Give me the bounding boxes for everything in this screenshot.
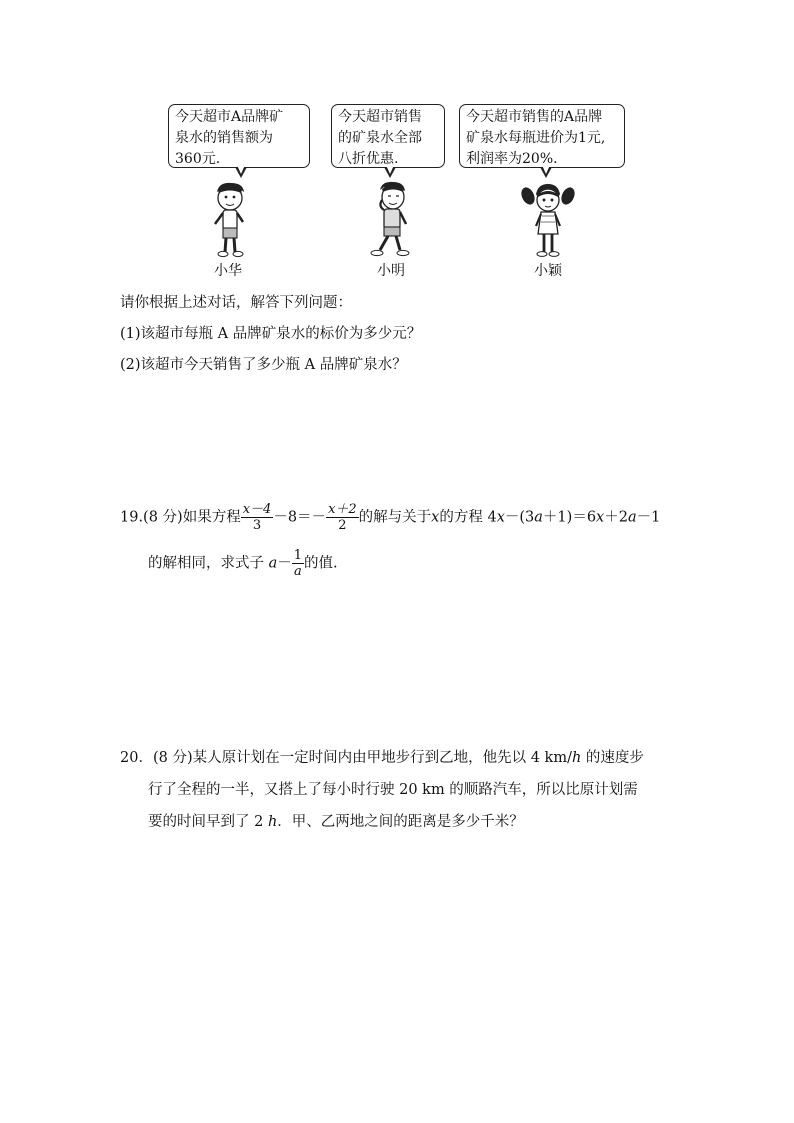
bubble-tail [384,167,396,178]
girl-xiaoying-figure [520,182,576,260]
speech-bubble-xiaoying [459,104,625,168]
bubble-line: 今天超市A品牌矿 [175,109,284,125]
fraction-denominator: 2 [338,518,347,533]
q19-text: －(3 [504,509,535,526]
bubble-line: 今天超市销售 [338,109,422,125]
bubble-tail [235,167,247,178]
fraction-denominator: 3 [252,518,262,533]
variable: h [571,750,582,766]
variable: a [627,509,637,526]
fraction [326,502,359,533]
q18-part1: (1)该超市每瓶 A 品牌矿泉水的标价为多少元？ [120,326,422,342]
bubble-line: 的矿泉水全部 [338,130,422,146]
bubble-tail [540,167,552,178]
fraction-numerator: 1 [293,548,303,563]
q19-line1 [120,502,660,533]
q19-text: 的方程 4 [439,509,497,526]
bubble-line: 泉水的销售额为 [175,130,273,146]
q18-intro: 请你根据上述对话，解答下列问题： [120,295,352,311]
character-name-xiaoying: 小颖 [534,263,562,279]
q20-text: 要的时间早到了 2 [148,814,268,830]
speech-bubble-xiaohua [168,104,310,168]
q19-text: 的值. [304,555,338,572]
q20-line2: 行了全程的一半，又搭上了每小时行驶 20 km 的顺路汽车，所以比原计划需 [148,782,638,798]
fraction [241,502,274,533]
fraction-numerator: x＋2 [328,502,357,517]
bubble-line: 矿泉水每瓶进价为1元, [466,130,606,146]
bubble-line: 今天超市销售的A品牌 [466,109,603,125]
q20-text: ．甲、乙两地之间的距离是多少千米？ [277,814,524,830]
q19-prefix: 19.(8 分)如果方程 [120,509,241,526]
q19-text: － [277,555,292,572]
speech-bubble-xiaoming [331,104,445,168]
fraction-numerator: x－4 [242,502,272,517]
variable: x [431,509,440,526]
q19-text: 的解与关于 [358,509,432,526]
fraction-denominator: a [294,564,302,579]
bubble-line: 利润率为20%. [466,151,558,167]
variable: x [596,509,605,526]
q20-text: 的速度步 [581,750,644,766]
boy-xiaoming-figure [366,180,416,260]
q20-line1 [120,746,644,767]
q18-part2: (2)该超市今天销售了多少瓶 A 品牌矿泉水？ [120,357,407,373]
character-name-xiaohua: 小华 [214,263,242,279]
q19-text: －1 [636,509,661,526]
q19-text: ＋1)＝6 [542,509,597,526]
variable: h [267,814,278,830]
variable: x [496,509,505,526]
fraction [292,548,304,579]
q20-line3 [148,810,524,831]
variable: a [534,509,543,526]
q19-text: －8＝－ [273,509,327,526]
q19-text: ＋2 [604,509,628,526]
q19-line2 [148,548,338,579]
q20-text: 20．(8 分)某人原计划在一定时间内由甲地步行到乙地，他先以 4 km/ [120,750,572,766]
character-name-xiaoming: 小明 [377,263,405,279]
variable: a [268,555,278,572]
bubble-line: 八折优惠. [338,151,399,167]
boy-xiaohua-figure [205,180,255,260]
bubble-line: 360元. [175,151,221,167]
q19-text: 的解相同，求式子 [148,555,269,572]
